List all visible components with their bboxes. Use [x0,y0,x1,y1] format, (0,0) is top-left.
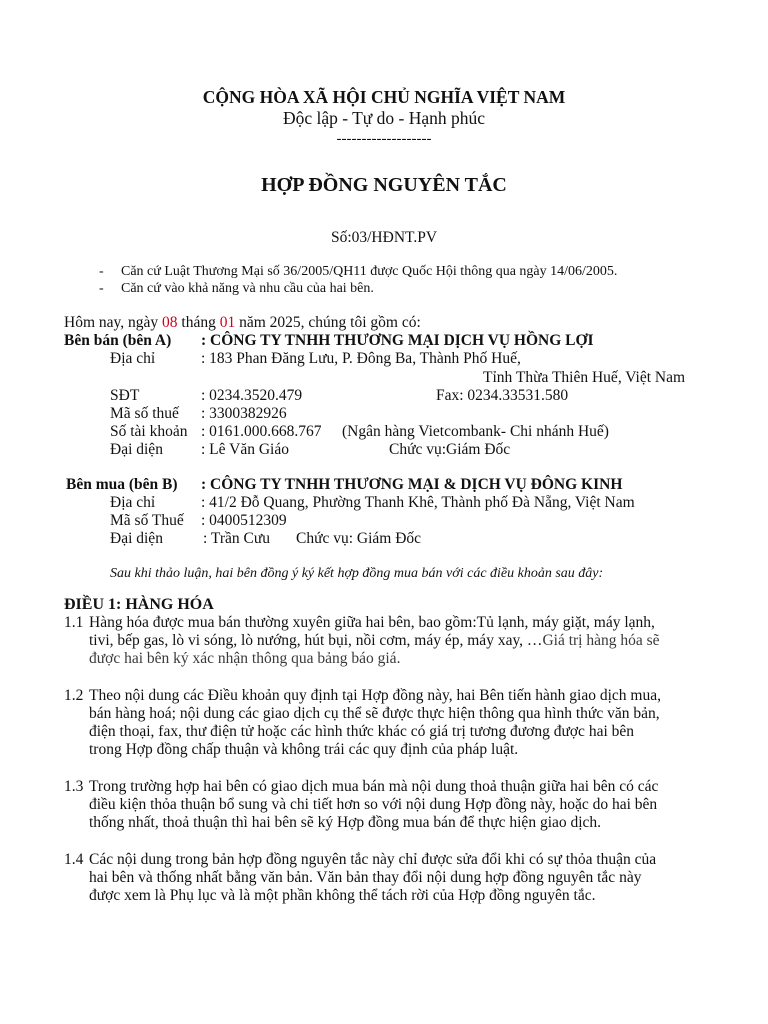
clause-line: được hai bên ký xác nhận thông qua bảng báo giá. [89,650,401,667]
basis-bullet: - [99,264,104,279]
party-b-rep: : Trần Cưu [203,530,270,547]
date-line [64,314,421,332]
clause-line: Theo nội dung các Điều khoản quy định tại Hợp đồng này, hai Bên tiến hành giao dịch mua, [89,687,661,704]
clause-number: 1.1 [64,614,84,631]
clause-line [89,632,660,650]
clause-line: trong Hợp đồng chấp thuận và không trái các quy định của pháp luật. [89,741,519,758]
divider: ------------------- [336,131,432,147]
clause-line: được xem là Phụ lục và là một phần không thể tách rời của Hợp đồng nguyên tắc. [89,887,596,904]
clause-number: 1.2 [64,687,84,704]
party-a-name: : CÔNG TY TNHH THƯƠNG MẠI DỊCH VỤ HỒNG LỢI [201,332,594,349]
clause-number: 1.3 [64,778,84,795]
basis-item: Căn cứ Luật Thương Mại số 36/2005/QH11 được Quốc Hội thông qua ngày 14/06/2005. [121,264,618,279]
party-a-tax: : 3300382926 [201,405,287,422]
clause-line: điện thoại, fax, thư điện tử hoặc các hình thức khác có giá trị tương đương được hai bên [89,723,635,740]
party-b-label: Bên mua (bên B) [66,476,178,493]
clause-line: hai bên và thống nhất bằng văn bản. Văn bản thay đổi nội dung hợp đồng nguyên tắc này [89,869,642,886]
date-prefix: Hôm nay, ngày [64,314,159,331]
party-a-label: Bên bán (bên A) [64,332,172,349]
nation-heading: CỘNG HÒA XÃ HỘI CHỦ NGHĨA VIỆT NAM [202,87,566,107]
clause-line: thống nhất, thoả thuận thì hai bên sẽ ký Hợp đồng mua bán để thực hiện giao dịch. [89,814,602,831]
clause-line: Trong trường hợp hai bên có giao dịch mua bán mà nội dung thoả thuận giữa hai bên có các [89,778,659,795]
party-b-tax: : 0400512309 [201,512,287,529]
party-a-account-label: Số tài khoản [110,423,188,440]
party-a-phone-label: SĐT [110,387,140,404]
party-a-phone: : 0234.3520.479 [201,387,303,404]
party-b-rep-label: Đại diện [110,530,163,547]
party-a-address: : 183 Phan Đăng Lưu, P. Đông Ba, Thành Phố Huế, [201,350,521,367]
party-b-tax-label: Mã số Thuế [110,512,184,529]
party-b-name: : CÔNG TY TNHH THƯƠNG MẠI & DỊCH VỤ ĐÔNG KINH [201,476,623,493]
party-a-account: : 0161.000.668.767 [201,423,322,440]
party-a-position: Chức vụ:Giám Đốc [389,441,511,458]
party-a-tax-label: Mã số thuế [110,405,179,422]
article-1-heading: ĐIỀU 1: HÀNG HÓA [64,596,214,613]
basis-item: Căn cứ vào khả năng và nhu cầu của hai bên. [121,281,374,296]
party-a-bank: (Ngân hàng Vietcombank- Chi nhánh Huế) [342,423,609,440]
motto: Độc lập - Tự do - Hạnh phúc [282,108,486,128]
clause-line: Hàng hóa được mua bán thường xuyên giữa hai bên, bao gồm:Tủ lạnh, máy giặt, máy lạnh, [89,614,655,631]
party-b-address: : 41/2 Đỗ Quang, Phường Thanh Khê, Thành phố Đà Nẵng, Việt Nam [201,494,635,511]
party-a-fax: Fax: 0234.33531.580 [436,387,569,404]
party-a-rep: : Lê Văn Giáo [201,441,289,458]
party-a-rep-label: Đại diện [110,441,163,458]
party-b-address-label: Địa chỉ [110,494,156,511]
clause-line-tail: Giá trị hàng hóa sẽ [542,632,660,649]
party-a-address-label: Địa chỉ [110,350,156,367]
basis-bullet: - [99,281,104,296]
clause-line-text: tivi, bếp gas, lò vi sóng, lò nướng, hút bụi, nồi cơm, máy ép, máy xay, … [89,632,543,649]
date-suffix: năm 2025, chúng tôi gồm có: [239,314,421,331]
clause-line: bán hàng hoá; nội dung các giao dịch cụ thể sẽ được thực hiện thông qua hình thức văn bản, [89,705,660,722]
clause-line: Các nội dung trong bản hợp đồng nguyên tắc này chỉ được sửa đổi khi có sự thỏa thuận của [89,851,657,868]
agreement-intro: Sau khi thảo luận, hai bên đồng ý ký kết hợp đồng mua bán với các điều khoản sau đây: [110,566,604,581]
contract-title: HỢP ĐỒNG NGUYÊN TẮC [261,174,507,196]
contract-number: Số:03/HĐNT.PV [330,229,438,246]
date-day: 08 [162,314,178,331]
date-month: 01 [219,314,236,331]
clause-line: điều kiện thỏa thuận bổ sung và chi tiết hơn so với nội dung Hợp đồng này, hoặc do hai bên [89,796,658,813]
clause-number: 1.4 [64,851,84,868]
party-a-address-2: Tỉnh Thừa Thiên Huế, Việt Nam [483,369,686,386]
party-b-position: Chức vụ: Giám Đốc [296,530,422,547]
date-month-word: tháng [181,314,216,331]
